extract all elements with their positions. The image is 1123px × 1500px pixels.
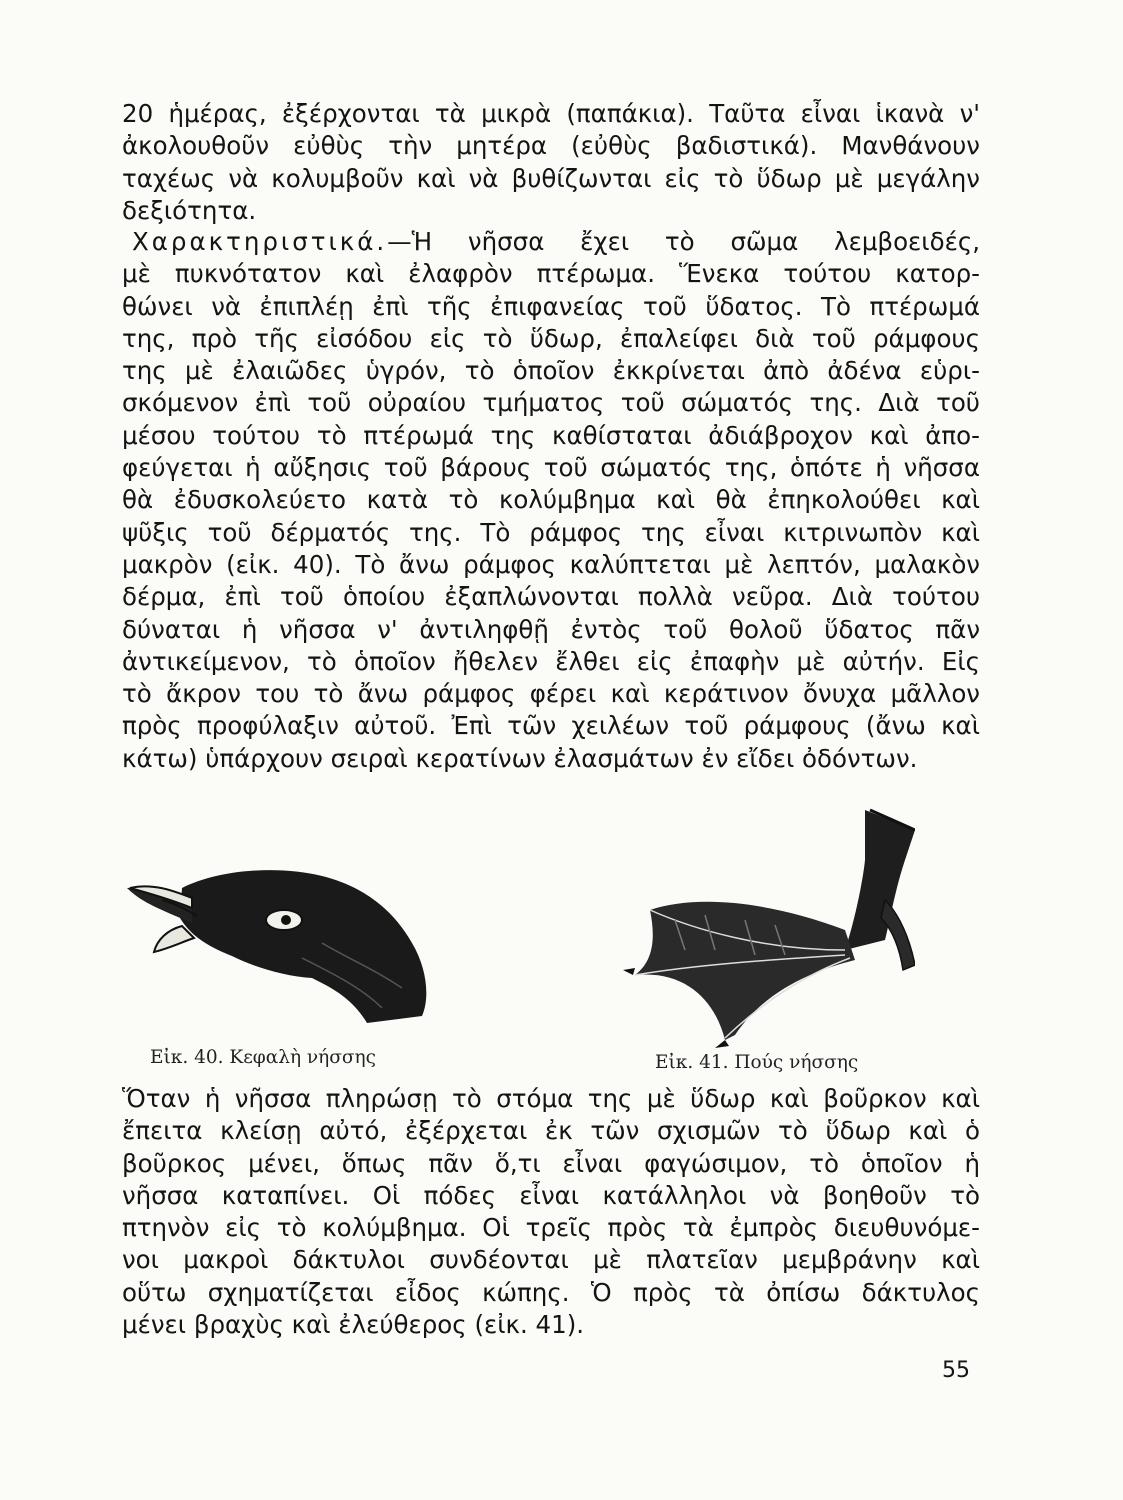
text-line: σκόμενον ἐπὶ τοῦ οὐραίου τμήματος τοῦ σώματός της. Διὰ τοῦ bbox=[122, 388, 980, 418]
text-line: ἔπειτα κλείσῃ αὐτό, ἐξέρχεται ἐκ τῶν σχισμῶν τὸ ὕδωρ καὶ ὁ bbox=[122, 1116, 980, 1146]
text-line: πρὸς προφύλαξιν αὐτοῦ. Ἐπὶ τῶν χειλέων τοῦ ράμφους (ἄνω καὶ bbox=[122, 711, 980, 741]
duck-foot-icon bbox=[615, 800, 915, 1050]
figure-caption: Εἰκ. 41. Πούς νήσσης bbox=[655, 1052, 859, 1073]
text-line: δύναται ἡ νῆσσα ν' ἀντιληφθῇ ἐντὸς τοῦ θολοῦ ὕδατος πᾶν bbox=[122, 614, 980, 644]
text-line: φεύγεται ἡ αὔξησις τοῦ βάρους τοῦ σώματός της, ὁπότε ἡ νῆσσα bbox=[122, 453, 980, 483]
text-line: της μὲ ἐλαιῶδες ὑγρόν, τὸ ὁποῖον ἐκκρίνεται ἀπὸ ἀδένα εὑρι- bbox=[122, 356, 980, 386]
text-line: οὕτω σχηματίζεται εἶδος κώπης. Ὁ πρὸς τὰ ὀπίσω δάκτυλος bbox=[122, 1277, 980, 1307]
section-heading: Χαρακτηριστικά. bbox=[132, 227, 388, 256]
text-line: ταχέως νὰ κολυμβοῦν καὶ νὰ βυθίζωνται εἰς τὸ ὕδωρ μὲ μεγάλην bbox=[122, 163, 980, 193]
text-line: δέρμα, ἐπὶ τοῦ ὁποίου ἐξαπλώνονται πολλὰ νεῦρα. Διὰ τούτου bbox=[122, 582, 980, 612]
text-line: της, πρὸ τῆς εἰσόδου εἰς τὸ ὕδωρ, ἐπαλείφει διὰ τοῦ ράμφους bbox=[122, 323, 980, 353]
text-line: νοι μακροὶ δάκτυλοι συνδέονται μὲ πλατεῖαν μεμβράνην καὶ bbox=[122, 1245, 980, 1275]
text-line: ἀκολουθοῦν εὐθὺς τὴν μητέρα (εὐθὺς βαδιστικά). Μανθάνουν bbox=[122, 131, 980, 161]
text-line: ἀντικείμενον, τὸ ὁποῖον ἤθελεν ἔλθει εἰς ἐπαφὴν μὲ αὐτήν. Εἰς bbox=[122, 646, 980, 676]
text-line-with-heading bbox=[122, 226, 980, 258]
text-line: βοῦρκος μένει, ὅπως πᾶν ὅ,τι εἶναι φαγώσιμον, τὸ ὁποῖον ἡ bbox=[122, 1148, 980, 1178]
text-line: πτηνὸν εἰς τὸ κολύμβημα. Οἱ τρεῖς πρὸς τὰ ἐμπρὸς διευθυνόμε- bbox=[122, 1213, 980, 1243]
paragraph-2 bbox=[122, 226, 980, 775]
text-line: θὰ ἐδυσκολεύετο κατὰ τὸ κολύμβημα καὶ θὰ ἐπηκολούθει καὶ bbox=[122, 485, 980, 515]
text-line: νῆσσα καταπίνει. Οἱ πόδες εἶναι κατάλληλοι νὰ βοηθοῦν τὸ bbox=[122, 1180, 980, 1210]
text-line: ψῦξις τοῦ δέρματός της. Τὸ ράμφος της εἶναι κιτρινωπὸν καὶ bbox=[122, 517, 980, 547]
text-line: δεξιότητα. bbox=[122, 195, 257, 225]
text-line: θώνει νὰ ἐπιπλέῃ ἐπὶ τῆς ἐπιφανείας τοῦ ὕδατος. Τὸ πτέρωμά bbox=[122, 291, 980, 321]
figure-caption: Εἰκ. 40. Κεφαλὴ νήσσης bbox=[150, 1047, 376, 1068]
text-line: κάτω) ὑπάρχουν σειραὶ κερατίνων ἐλασμάτων ἐν εἴδει ὀδόντων. bbox=[122, 743, 918, 773]
paragraph-3 bbox=[122, 1083, 980, 1341]
paragraph-1 bbox=[122, 98, 980, 227]
text-line: Ὅταν ἡ νῆσσα πληρώσῃ τὸ στόμα της μὲ ὕδωρ καὶ βοῦρκον καὶ bbox=[122, 1084, 980, 1113]
text-line: τὸ ἄκρον του τὸ ἄνω ράμφος φέρει καὶ κεράτινον ὄνυχα μᾶλλον bbox=[122, 679, 980, 709]
text-line: μακρὸν (εἰκ. 40). Τὸ ἄνω ράμφος καλύπτεται μὲ λεπτόν, μαλακὸν bbox=[122, 549, 980, 579]
text-line: —Ἡ νῆσσα ἔχει τὸ σῶμα λεμβοειδές, bbox=[387, 227, 980, 256]
text-line: μένει βραχὺς καὶ ἐλεύθερος (εἰκ. 41). bbox=[122, 1310, 585, 1340]
text-line: 20 ἡμέρας, ἐξέρχονται τὰ μικρὰ (παπάκια). Ταῦτα εἶναι ἱκανὰ ν' bbox=[122, 99, 980, 128]
page-number: 55 bbox=[942, 1358, 970, 1383]
text-line: μέσου τούτου τὸ πτέρωμά της καθίσταται ἀδιάβροχον καὶ ἀπο- bbox=[122, 420, 980, 450]
text-line: μὲ πυκνότατον καὶ ἐλαφρὸν πτέρωμα. Ἕνεκα τούτου κατορ- bbox=[122, 259, 980, 289]
duck-head-icon bbox=[122, 848, 452, 1028]
